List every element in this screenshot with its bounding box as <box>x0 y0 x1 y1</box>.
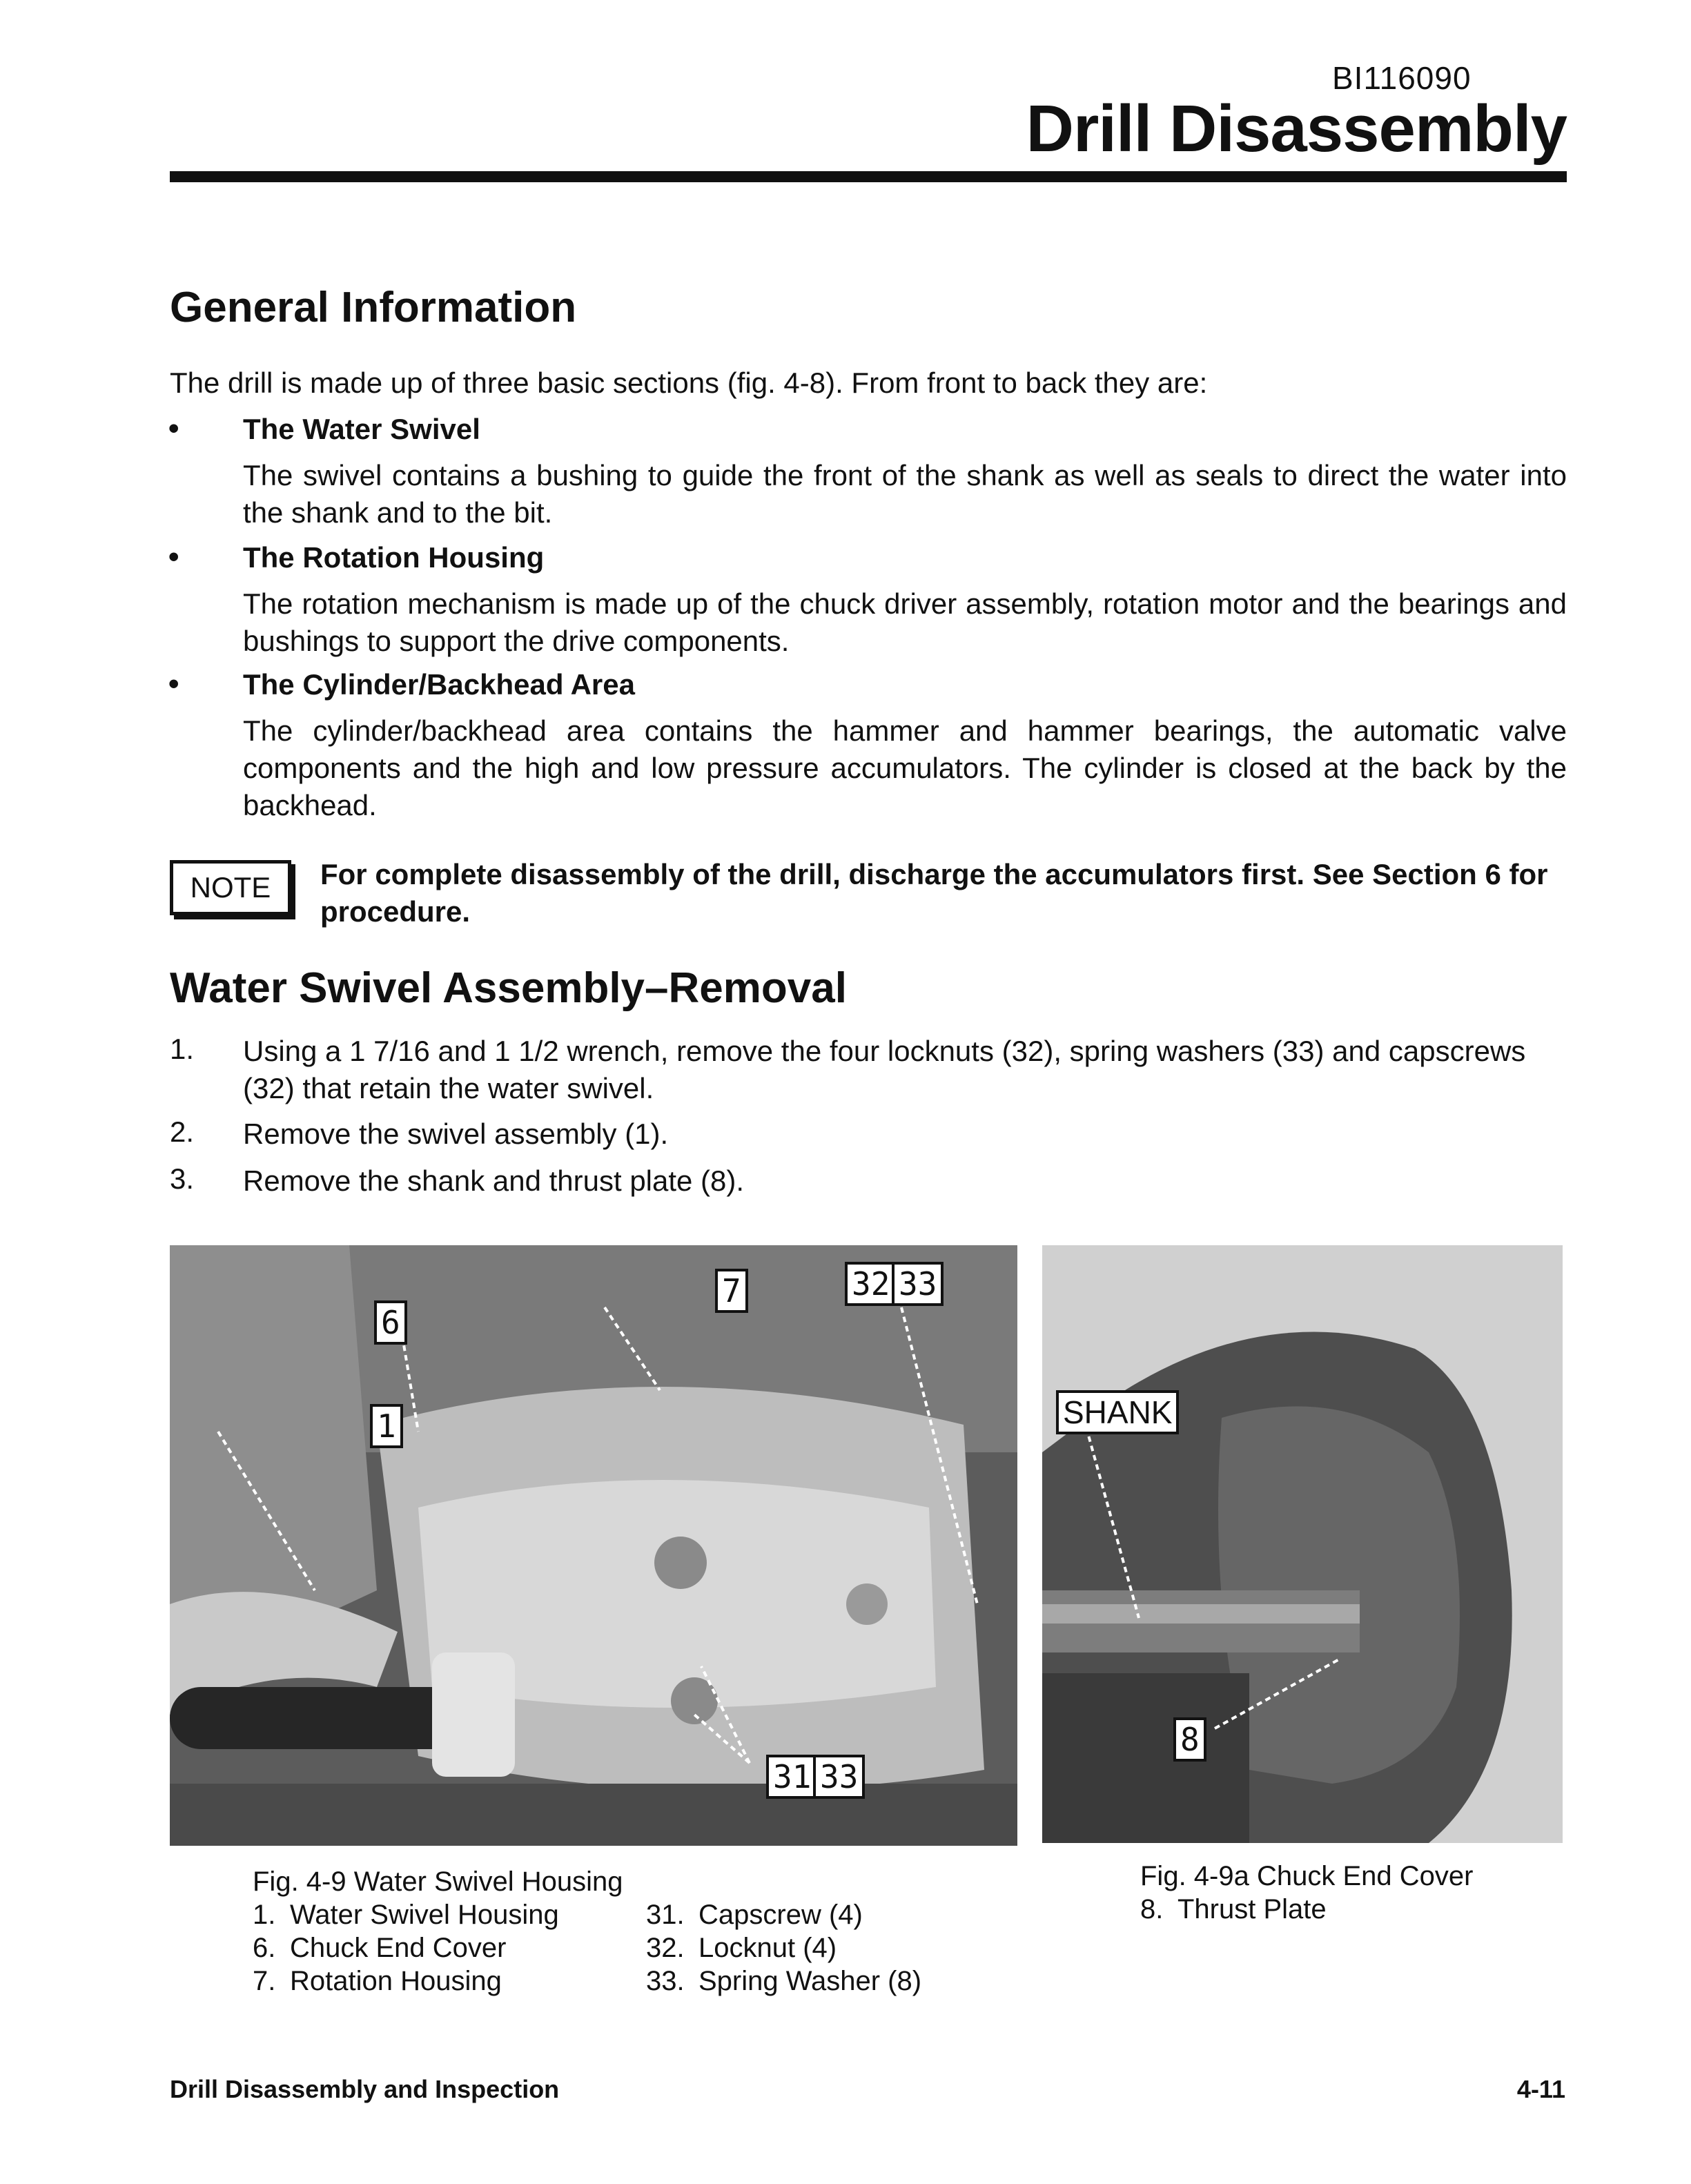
legend-num: 6. <box>253 1933 276 1963</box>
step-number: 1. <box>170 1033 195 1065</box>
general-information-heading: General Information <box>170 284 577 331</box>
page-number: 4-11 <box>1516 2075 1565 2103</box>
step-text: Using a 1 7/16 and 1 1/2 wrench, remove the four locknuts (32), spring washers (33) and capscrews (32) that retain the water swivel. <box>243 1035 1526 1104</box>
bullet-desc-cylinder-backhead: The cylinder/backhead area contains the hammer and hammer bearings, the automatic valve components and the high and low pressure accumulators. The cylinder is closed at the back by the backhead. <box>243 714 1567 821</box>
general-intro: The drill is made up of three basic sections (fig. 4-8). From front to back they are: <box>170 367 1208 399</box>
legend-label: Capscrew (4) <box>698 1900 863 1930</box>
photo-illustration <box>170 1245 1017 1846</box>
note-text: For complete disassembly of the drill, discharge the accumulators first. See Section 6 for procedure. <box>320 858 1548 928</box>
callout-8: 8 <box>1173 1717 1206 1762</box>
title-rule <box>170 171 1567 182</box>
photo-illustration <box>1042 1245 1563 1843</box>
figure-caption-right: Fig. 4-9a Chuck End Cover <box>1140 1861 1474 1891</box>
legend-label: Chuck End Cover <box>290 1933 507 1963</box>
step-number: 3. <box>170 1162 195 1195</box>
document-number: BI116090 <box>1332 60 1472 96</box>
bullet-title-water-swivel: The Water Swivel <box>243 413 480 445</box>
bullet-symbol: • <box>168 540 179 574</box>
bullet-desc-rotation-housing: The rotation mechanism is made up of the chuck driver assembly, rotation motor and the bearings and bushings to support the drive components. <box>243 587 1567 657</box>
legend-num: 32. <box>646 1933 685 1963</box>
callout-6: 6 <box>374 1300 407 1345</box>
legend-num: 31. <box>646 1900 685 1930</box>
bullet-title-cylinder-backhead: The Cylinder/Backhead Area <box>243 668 635 701</box>
note-label: NOTE <box>170 860 291 915</box>
bullet-symbol: • <box>168 667 179 701</box>
footer-section-title: Drill Disassembly and Inspection <box>170 2075 560 2103</box>
step-number: 2. <box>170 1115 195 1148</box>
bullet-desc-water-swivel: The swivel contains a bushing to guide the front of the shank as well as seals to direct the water into the shank and to the bit. <box>243 459 1567 529</box>
figure-caption-left: Fig. 4-9 Water Swivel Housing <box>253 1866 623 1897</box>
bullet-title-rotation-housing: The Rotation Housing <box>243 541 545 574</box>
step-text: Remove the swivel assembly (1). <box>243 1118 669 1150</box>
callout-33-top: 33 <box>892 1262 944 1306</box>
legend-label: Water Swivel Housing <box>290 1900 559 1930</box>
legend-num: 1. <box>253 1900 276 1930</box>
legend-label: Rotation Housing <box>290 1966 502 1996</box>
callout-1: 1 <box>370 1404 403 1448</box>
callout-32: 32 <box>845 1262 897 1306</box>
callout-7: 7 <box>715 1269 748 1313</box>
callout-33-bottom: 33 <box>813 1755 865 1799</box>
water-swivel-removal-heading: Water Swivel Assembly–Removal <box>170 964 847 1012</box>
legend-label: Thrust Plate <box>1177 1894 1327 1924</box>
bullet-symbol: • <box>168 411 179 445</box>
legend-label: Locknut (4) <box>698 1933 837 1963</box>
callout-shank: SHANK <box>1056 1390 1179 1434</box>
legend-label: Spring Washer (8) <box>698 1966 922 1996</box>
legend-num: 7. <box>253 1966 276 1996</box>
water-swivel-housing-photo <box>170 1245 1017 1846</box>
legend-num: 33. <box>646 1966 685 1996</box>
page-title: Drill Disassembly <box>1026 92 1567 166</box>
callout-31: 31 <box>766 1755 818 1799</box>
chuck-end-cover-photo <box>1042 1245 1563 1843</box>
legend-num: 8. <box>1140 1894 1164 1924</box>
step-text: Remove the shank and thrust plate (8). <box>243 1164 745 1197</box>
